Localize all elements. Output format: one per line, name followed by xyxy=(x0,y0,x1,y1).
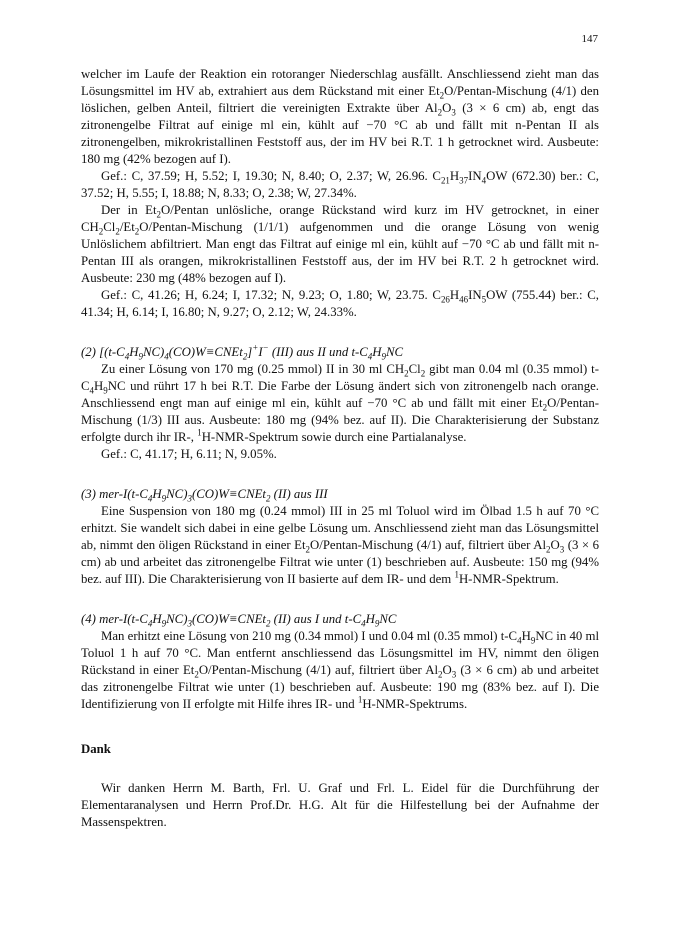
paragraph: Eine Suspension von 180 mg (0.24 mmol) III in 25 ml Toluol wird im Ölbad 1.5 h auf 70 °C erhitzt. Sie wandelt sich dabei in eine gelbe Lösung um. Anschliessend zieht man das Lösungsmittel ab, nimmt den öligen Rückstand in einer $Et_2O/Pentan$-Mischung (4/1) auf, filtriert über $Al_2O_3$ (3 × 6 cm) ab und arbeitet das zitronengelbe Filtrat wie unter (1) beschrieben auf. Ausbeute: 150 mg (94% bez. auf III). Die Charakterisierung von II basierte auf dem IR- und dem $^1$H-NMR-Spektrum. xyxy=(81,504,599,586)
paragraph: Zu einer Lösung von 170 mg (0.25 mmol) II in 30 ml $CH_2Cl_2$ gibt man 0.04 ml (0.35 mmol) $t-C_4H_9NC$ und rührt 17 h bei R.T. Die Farbe der Lösung ändert sich von zitronengelb nach orange. Anschliessend engt man auf einige ml ein, kühlt auf −70 °C ab und fällt mit einer $Et_2O/Pentan$-Mischung (1/3) III aus. Ausbeute: 180 mg (94% bez. auf II). Die Charakterisierung der Substanz erfolgte durch ihr IR-, $^1$H-NMR-Spektrum sowie durch eine Partialanalyse. xyxy=(81,362,599,444)
paragraph: Gef.: C, 41.26; H, 6.24; I, 17.32; N, 9.23; O, 1.80; W, 23.75. $C_{26}H_{46}IN_5OW$ (755.44) ber.: C, 41.34; H, 6.14; I, 16.80; N, 9.27; O, 2.12; W, 24.33%. xyxy=(81,288,599,319)
page-number: 147 xyxy=(581,33,598,45)
acknowledgement-text: Wir danken Herrn M. Barth, Frl. U. Graf und Frl. L. Eidel für die Durchführung der Elementaranalysen und Herrn Prof.Dr. H.G. Alt für die Hilfestellung bei der Aufnahme der Massenspektren. xyxy=(81,781,599,829)
paragraph: Gef.: C, 37.59; H, 5.52; I, 19.30; N, 8.40; O, 2.37; W, 26.96. $C_{21}H_{37}IN_4OW$ (672.30) ber.: C, 37.52; H, 5.55; I, 18.88; N, 8.33; O, 2.38; W, 27.34%. xyxy=(81,169,599,200)
paragraph: welcher im Laufe der Reaktion ein rotoranger Niederschlag ausfällt. Anschliessend zieht man das Lösungsmittel im HV ab, extrahiert aus dem Rückstand mit einer $Et_2O/Pentan$-Mischung (4/1) den löslichen, gelben Anteil, filtriert die vereinigten Extrakte über $Al_2O_3$ (3 × 6 cm) ab, engt das zitronengelbe Filtrat auf einige ml ein, kühlt auf −70 °C ab und fällt mit n-Pentan II als zitronengelben, mikrokristallinen Feststoff aus, der im HV bei R.T. 1 h getrocknet wird. Ausbeute: 180 mg (42% bezogen auf I). xyxy=(81,67,599,166)
section-heading: (4) mer-$I(t-C_4H_9NC)_3(CO)W\equiv CNEt_2$ (II) aus I und $t-C_4H_9NC$ xyxy=(81,612,397,629)
acknowledgement-heading: Dank xyxy=(81,742,111,756)
section-heading: (2) $[(t-C_4H_9NC)_4(CO)W\equiv CNEt_2]^+I^-$ (III) aus II und $t-C_4H_9NC$ xyxy=(81,342,404,362)
article-body xyxy=(81,66,599,831)
paragraph: Gef.: C, 41.17; H, 6.11; N, 9.05%. xyxy=(101,447,277,461)
section-heading: (3) mer-$I(t-C_4H_9NC)_3(CO)W\equiv CNEt_2$ (II) aus III xyxy=(81,487,328,504)
paragraph: Der in $Et_2O$/Pentan unlösliche, orange Rückstand wird kurz im HV getrocknet, in einer $CH_2Cl_2/Et_2O/Pentan$-Mischung (1/1/1) aufgenommen und die orange Lösung von wenig Unlöslichem abfiltriert. Man engt das Filtrat auf einige ml ein, kühlt auf −70 °C ab und fällt mit n-Pentan III als orangen, mikrokristallinen Feststoff aus, der im HV bei R.T. 2 h getrocknet wird. Ausbeute: 230 mg (48% bezogen auf I). xyxy=(81,203,599,285)
paragraph: Man erhitzt eine Lösung von 210 mg (0.34 mmol) I und 0.04 ml (0.35 mmol) $t-C_4H_9NC$ in 40 ml Toluol 1 h auf 70 °C. Man entfernt anschliessend das Lösungsmittel im HV, nimmt den öligen Rückstand in einer $Et_2O/Pentan$-Mischung (4/1) auf, filtriert über $Al_2O_3$ (3 × 6 cm) ab und arbeitet das zitronengelbe Filtrat wie unter (1) beschrieben auf. Ausbeute: 190 mg (83% bez. auf I). Die Identifizierung von II erfolgte mit Hilfe ihres IR- und $^1$H-NMR-Spektrums. xyxy=(81,629,599,711)
